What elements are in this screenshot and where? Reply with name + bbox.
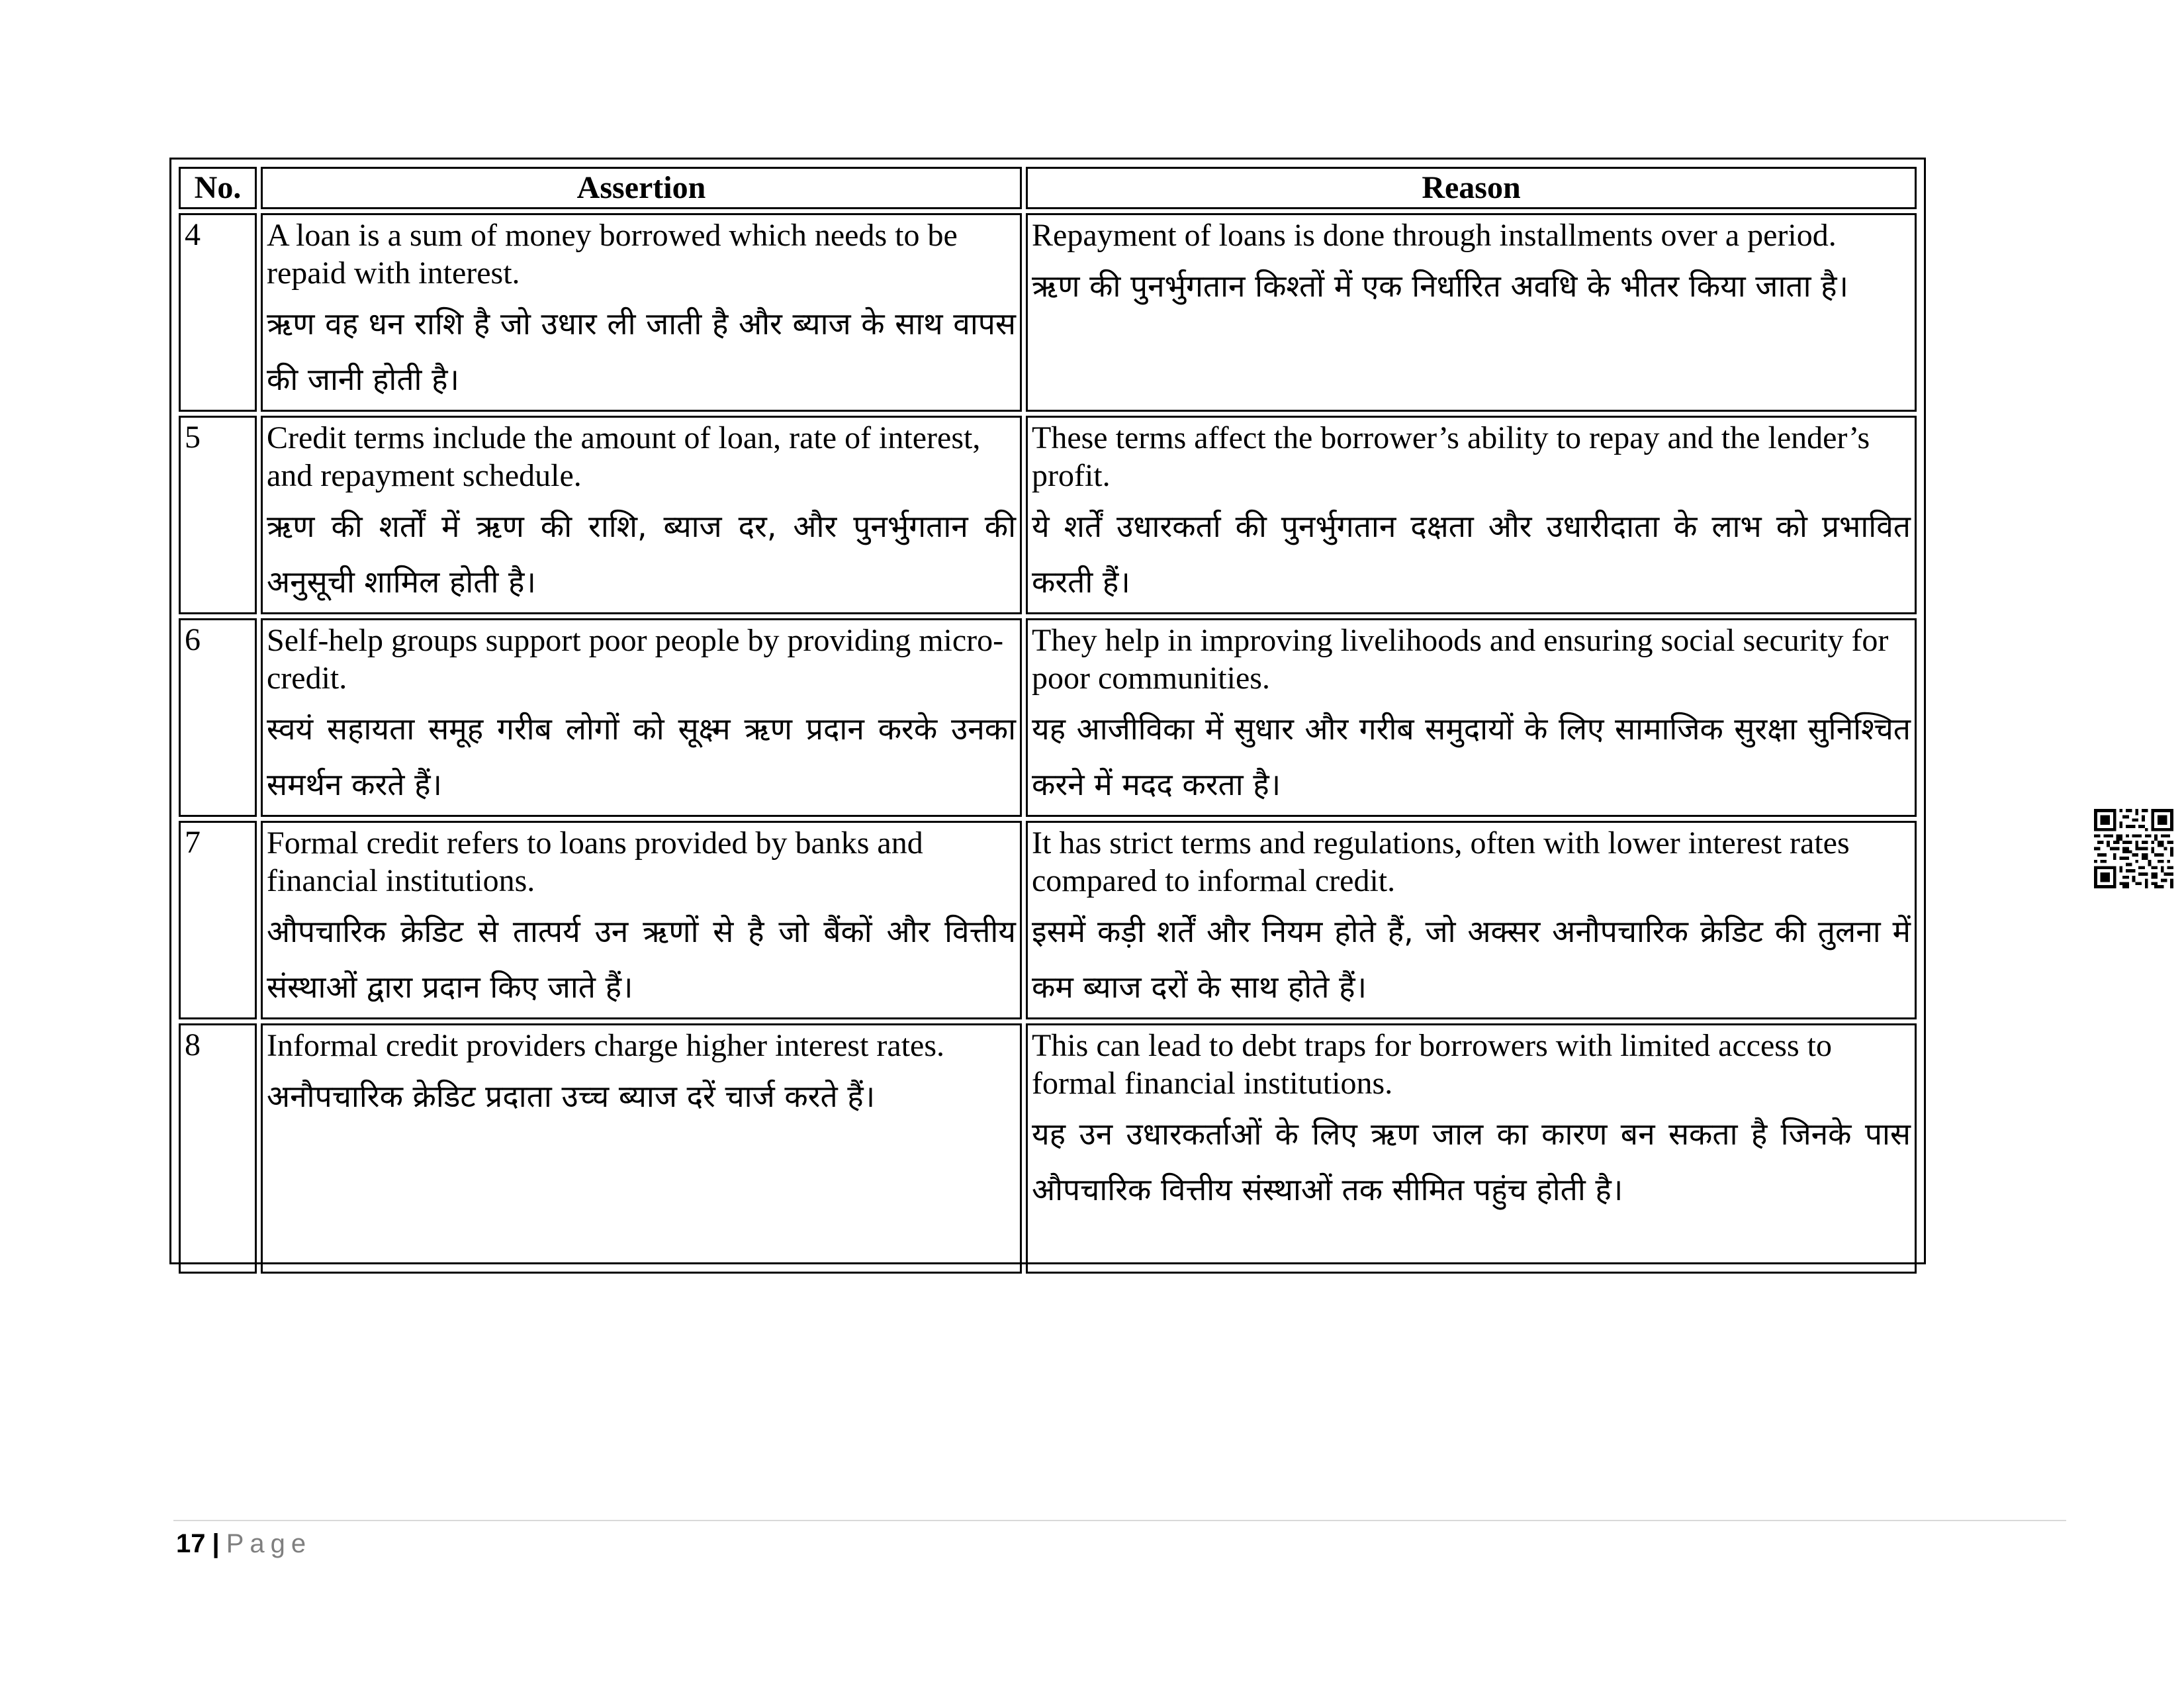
qr-code-icon [2094,809,2173,888]
assertion-english: Informal credit providers charge higher interest rates. [267,1028,945,1063]
row-number: 7 [179,821,257,1019]
assertion-cell [261,416,1022,614]
assertion-english: A loan is a sum of money borrowed which needs to be repaid with interest. [267,218,958,291]
reason-cell [1026,1023,1917,1274]
assertion-cell [261,213,1022,412]
reason-hindi: इसमें कड़ी शर्तें और नियम होते हैं, जो अक्सर अनौपचारिक क्रेडिट की तुलना में कम ब्याज दरों के साथ होते हैं। [1032,914,1911,1005]
header-no: No. [179,167,257,209]
reason-hindi: ऋण की पुनर्भुगतान किश्तों में एक निर्धारित अवधि के भीतर किया जाता है। [1032,268,1848,304]
table-header-row [179,167,1917,209]
reason-english: Repayment of loans is done through installments over a period. [1032,218,1837,253]
reason-hindi: यह आजीविका में सुधार और गरीब समुदायों के लिए सामाजिक सुरक्षा सुनिश्चित करने में मदद करता है। [1032,711,1911,802]
table-row [179,821,1917,1019]
assertion-english: Self-help groups support poor people by providing micro-credit. [267,623,1004,696]
row-number: 4 [179,213,257,412]
row-number: 8 [179,1023,257,1274]
assertion-english: Credit terms include the amount of loan, rate of interest, and repayment schedule. [267,420,981,493]
assertion-hindi: ऋण की शर्तों में ऋण की राशि, ब्याज दर, और पुनर्भुगतान की अनुसूची शामिल होती है। [267,508,1016,600]
reason-cell [1026,213,1917,412]
header-reason: Reason [1026,167,1917,209]
reason-english: It has strict terms and regulations, often with lower interest rates compared to informal credit. [1032,825,1850,898]
reason-english: They help in improving livelihoods and ensuring social security for poor communities. [1032,623,1889,696]
reason-hindi: यह उन उधारकर्ताओं के लिए ऋण जाल का कारण बन सकता है जिनके पास औपचारिक वित्तीय संस्थाओं तक सीमित पहुंच होती है। [1032,1116,1911,1207]
assertion-hindi: ऋण वह धन राशि है जो उधार ली जाती है और ब्याज के साथ वापस की जानी होती है। [267,306,1016,397]
reason-english: This can lead to debt traps for borrowers with limited access to formal financial institutions. [1032,1028,1832,1101]
page-footer [176,1525,312,1562]
assertion-hindi: अनौपचारिक क्रेडिट प्रदाता उच्च ब्याज दरें चार्ज करते हैं। [267,1078,876,1114]
assertion-reason-table-frame [169,158,1926,1264]
header-assertion: Assertion [261,167,1022,209]
footer-divider [173,1520,2066,1521]
reason-cell [1026,618,1917,817]
footer-separator: | [212,1529,220,1558]
table-row [179,213,1917,412]
page-label: Page [226,1529,312,1558]
reason-english: These terms affect the borrower’s ability to repay and the lender’s profit. [1032,420,1870,493]
table-row [179,416,1917,614]
reason-cell [1026,821,1917,1019]
assertion-hindi: औपचारिक क्रेडिट से तात्पर्य उन ऋणों से है जो बैंकों और वित्तीय संस्थाओं द्वारा प्रदान किए जाते हैं। [267,914,1016,1005]
reason-cell [1026,416,1917,614]
assertion-cell [261,1023,1022,1274]
table-row [179,618,1917,817]
page-number: 17 [176,1529,206,1558]
assertion-reason-table [175,163,1921,1278]
table-row [179,1023,1917,1274]
assertion-english: Formal credit refers to loans provided by banks and financial institutions. [267,825,923,898]
assertion-cell [261,821,1022,1019]
row-number: 5 [179,416,257,614]
reason-hindi: ये शर्तें उधारकर्ता की पुनर्भुगतान दक्षता और उधारीदाता के लाभ को प्रभावित करती हैं। [1032,508,1911,600]
assertion-hindi: स्वयं सहायता समूह गरीब लोगों को सूक्ष्म ऋण प्रदान करके उनका समर्थन करते हैं। [267,711,1016,802]
assertion-cell [261,618,1022,817]
row-number: 6 [179,618,257,817]
